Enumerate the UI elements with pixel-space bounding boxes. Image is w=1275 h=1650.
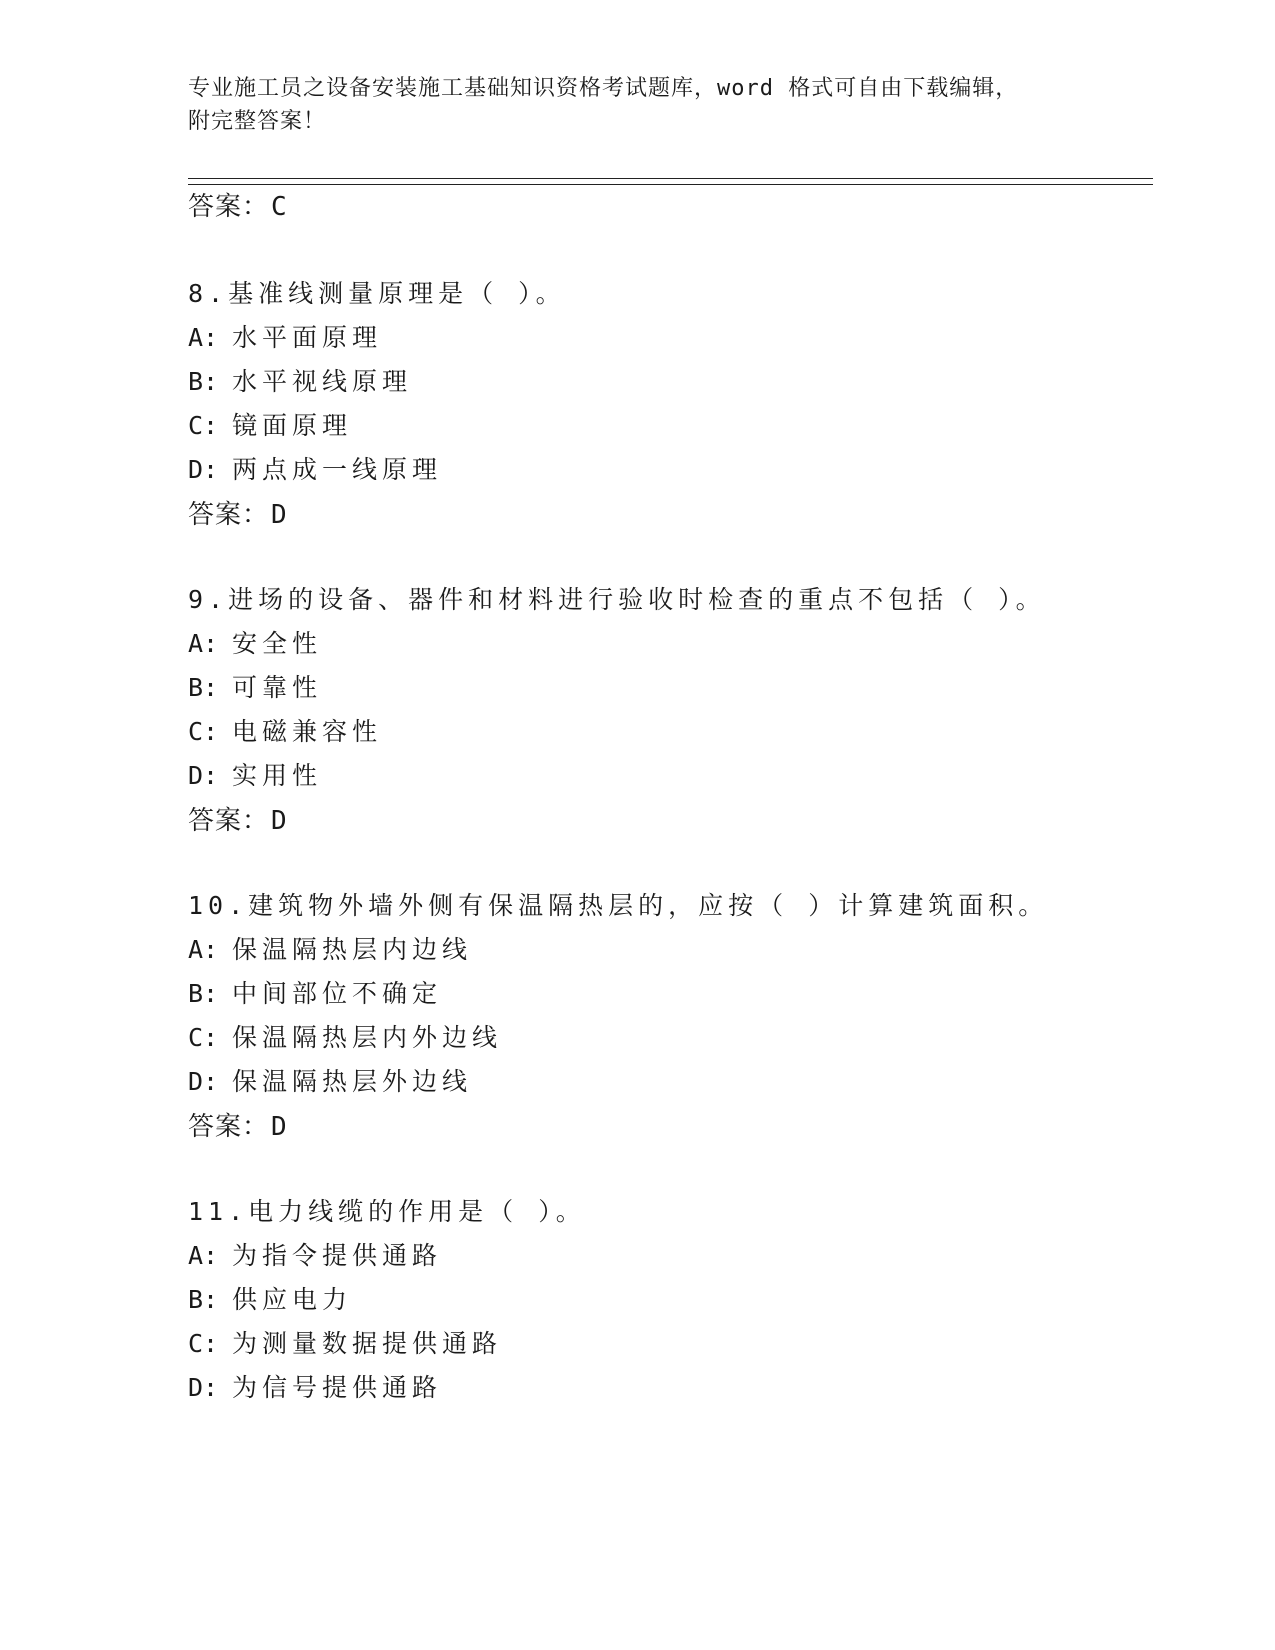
option-item [188, 1368, 442, 1404]
option-item [188, 450, 442, 486]
option-item [188, 712, 382, 748]
option-key: C: [188, 411, 219, 440]
option-text: 电磁兼容性 [232, 717, 383, 746]
answer-value: C [271, 192, 288, 222]
question-stem: 11.电力线缆的作用是（ ）。 [188, 1197, 586, 1226]
option-text: 实用性 [232, 761, 323, 790]
header-line-2: 附完整答案！ [188, 109, 327, 134]
option-key: A: [188, 1241, 219, 1270]
question-stem: 10.建筑物外墙外侧有保温隔热层的，应按（ ）计算建筑面积。 [188, 891, 1049, 920]
option-text: 水平面原理 [232, 323, 383, 352]
option-key: D: [188, 1067, 219, 1096]
option-text: 为指令提供通路 [232, 1241, 443, 1270]
answer-line [188, 186, 288, 223]
option-key: C: [188, 1023, 219, 1052]
question-stem: 8.基准线测量原理是（ ）。 [188, 279, 566, 308]
option-key: B: [188, 367, 219, 396]
option-key: D: [188, 761, 219, 790]
header-line-1: 专业施工员之设备安装施工基础知识资格考试题库，word 格式可自由下载编辑， [188, 76, 1019, 101]
option-item [188, 1324, 502, 1360]
option-text: 保温隔热层外边线 [232, 1067, 473, 1096]
option-item [188, 362, 412, 398]
option-key: A: [188, 629, 219, 658]
option-key: D: [188, 1373, 219, 1402]
option-text: 镜面原理 [232, 411, 353, 440]
option-text: 安全性 [232, 629, 323, 658]
option-text: 中间部位不确定 [232, 979, 443, 1008]
option-item [188, 1062, 472, 1098]
option-text: 为测量数据提供通路 [232, 1329, 503, 1358]
option-text: 水平视线原理 [232, 367, 413, 396]
option-text: 为信号提供通路 [232, 1373, 443, 1402]
document-header [188, 72, 1088, 138]
option-text: 保温隔热层内边线 [232, 935, 473, 964]
header-divider-top [188, 178, 1153, 179]
option-key: C: [188, 1329, 219, 1358]
option-key: A: [188, 935, 219, 964]
option-item [188, 1236, 442, 1272]
answer-line [188, 800, 288, 837]
answer-value: D [271, 806, 288, 836]
option-item [188, 668, 322, 704]
option-item [188, 1018, 502, 1054]
question-stem: 9.进场的设备、器件和材料进行验收时检查的重点不包括（ ）。 [188, 585, 1046, 614]
option-text: 可靠性 [232, 673, 323, 702]
answer-value: D [271, 500, 288, 530]
answer-label: 答案： [188, 500, 270, 530]
option-key: B: [188, 1285, 219, 1314]
answer-line [188, 494, 288, 531]
option-item [188, 756, 322, 792]
option-text: 保温隔热层内外边线 [232, 1023, 503, 1052]
answer-line [188, 1106, 288, 1143]
answer-label: 答案： [188, 192, 270, 222]
option-item [188, 318, 382, 354]
header-divider-bottom [188, 184, 1153, 185]
answer-label: 答案： [188, 806, 270, 836]
option-text: 两点成一线原理 [232, 455, 443, 484]
option-item [188, 624, 322, 660]
option-key: C: [188, 717, 219, 746]
option-text: 供应电力 [232, 1285, 353, 1314]
option-item [188, 930, 472, 966]
answer-label: 答案： [188, 1112, 270, 1142]
answer-value: D [271, 1112, 288, 1142]
option-key: A: [188, 323, 219, 352]
option-item [188, 974, 442, 1010]
option-key: B: [188, 673, 219, 702]
option-item [188, 1280, 352, 1316]
option-item [188, 406, 352, 442]
option-key: B: [188, 979, 219, 1008]
option-key: D: [188, 455, 219, 484]
